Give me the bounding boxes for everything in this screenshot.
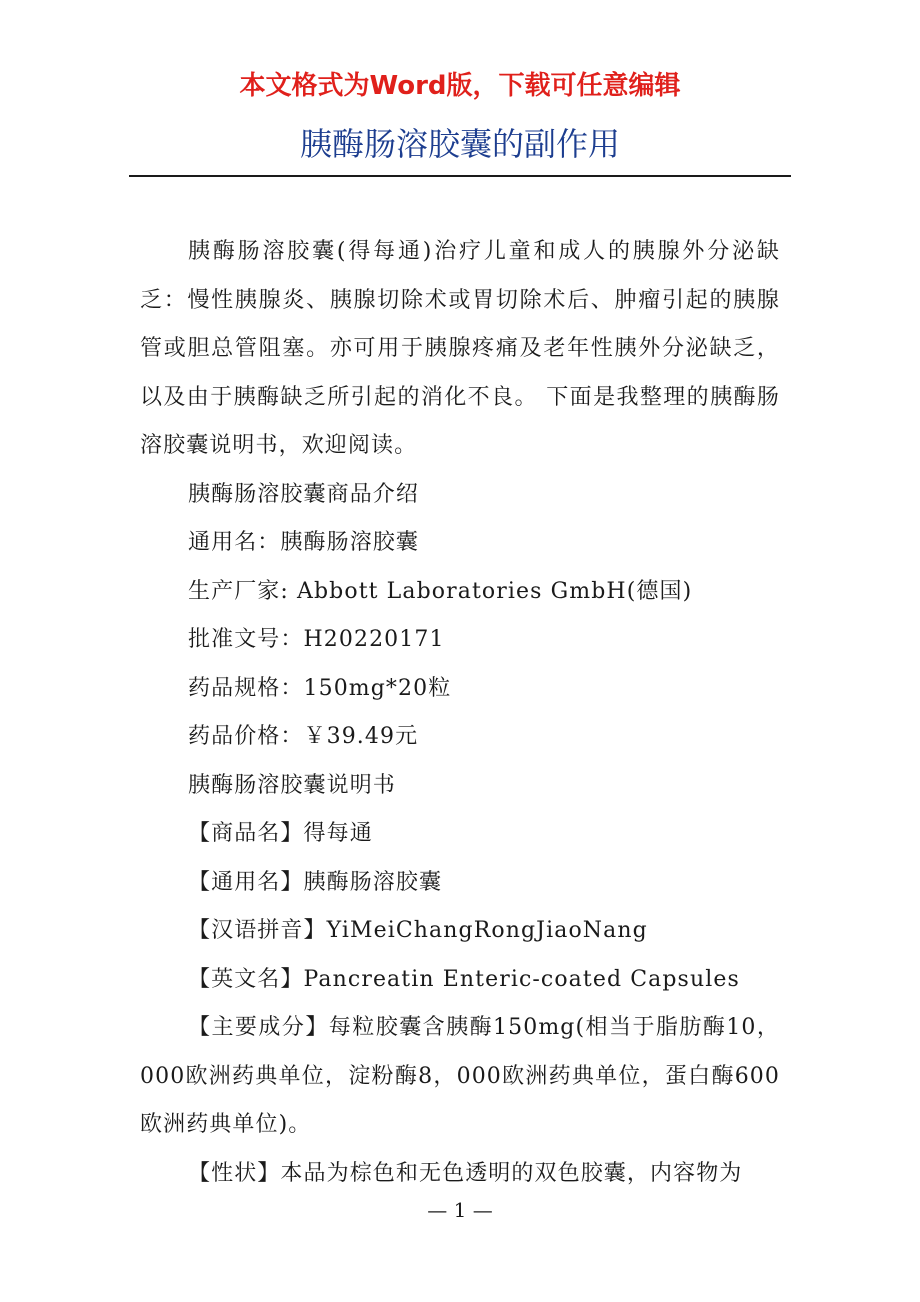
ingredients-paragraph: 【主要成分】每粒胶囊含胰酶150mg(相当于脂肪酶10，000欧洲药典单位，淀粉酶8，000欧洲药典单位，蛋白酶600欧洲药典单位)。: [140, 1015, 780, 1137]
format-notice-banner: 本文格式为Word版，下载可任意编辑: [239, 71, 681, 101]
intro-paragraph: 胰酶肠溶胶囊(得每通)治疗儿童和成人的胰腺外分泌缺乏：慢性胰腺炎、胰腺切除术或胃切除术后、肿瘤引起的胰腺管或胆总管阻塞。亦可用于胰腺疼痛及老年性胰外分泌缺乏，以及由于胰酶缺乏所引起的消化不良。 下面是我整理的胰酶肠溶胶囊说明书，欢迎阅读。: [140, 239, 780, 458]
common-name-line: 【通用名】胰酶肠溶胶囊: [188, 869, 443, 895]
specification-line: 药品规格：150mg*20粒: [188, 675, 452, 701]
english-name-line: 【英文名】Pancreatin Enteric-coated Capsules: [188, 966, 740, 992]
title-divider: [129, 175, 791, 177]
page-number: — 1 —: [427, 1198, 493, 1222]
description-paragraph: 【性状】本品为棕色和无色透明的双色胶囊，内容物为: [188, 1160, 743, 1186]
section-heading-instructions: 胰酶肠溶胶囊说明书: [188, 772, 396, 798]
price-line: 药品价格：￥39.49元: [188, 724, 419, 749]
document-body: [140, 228, 780, 1198]
section-heading-product-intro: 胰酶肠溶胶囊商品介绍: [188, 481, 420, 507]
approval-number-line: 批准文号：H20220171: [188, 627, 445, 652]
generic-name-line: 通用名：胰酶肠溶胶囊: [188, 530, 420, 555]
document-title: 胰酶肠溶胶囊的副作用: [299, 125, 620, 163]
pinyin-line: 【汉语拼音】YiMeiChangRongJiaoNang: [188, 918, 648, 943]
trade-name-line: 【商品名】得每通: [188, 821, 373, 846]
manufacturer-line: 生产厂家: Abbott Laboratories GmbH(德国): [188, 578, 693, 604]
